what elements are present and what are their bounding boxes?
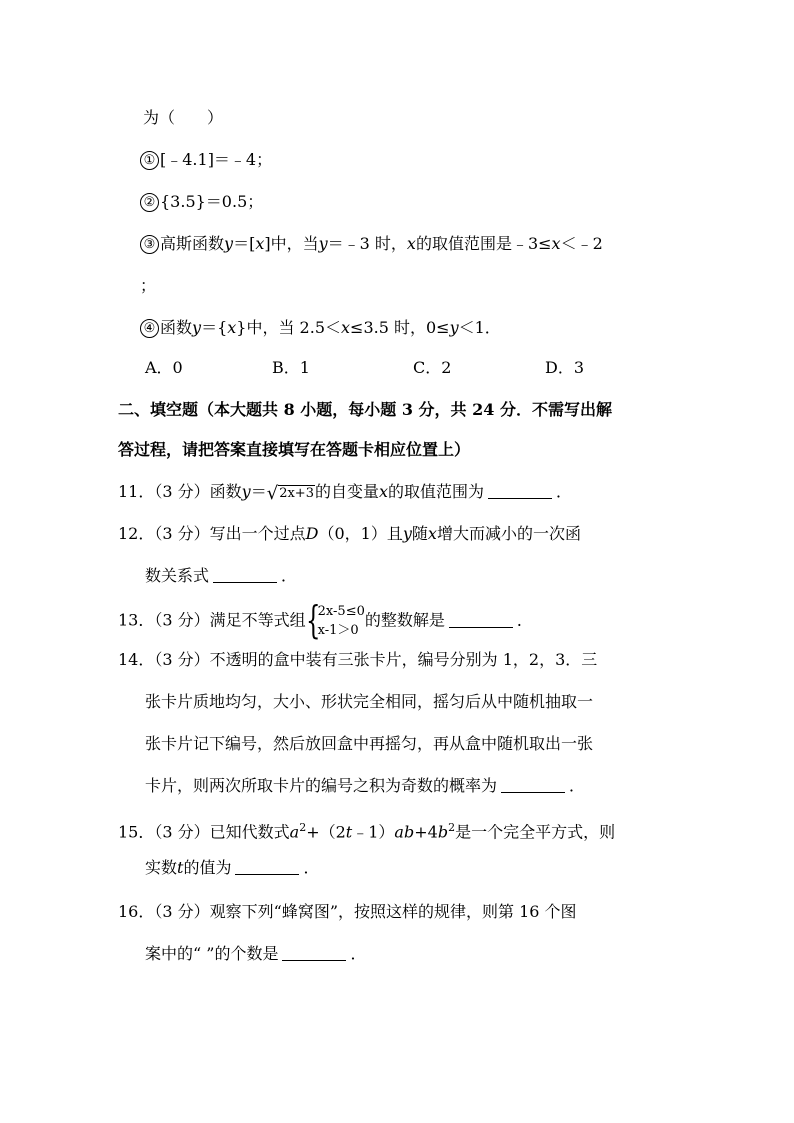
answer-blank[interactable] (501, 776, 565, 793)
question-text: （3 分）函数 (154, 482, 242, 501)
inequality-2: x-1＞0 (317, 623, 359, 638)
question-number: 11． (118, 482, 155, 501)
question-text: 卡片，则两次所取卡片的编号之积为奇数的概率为 (145, 776, 498, 795)
statement-text: ； (140, 276, 157, 295)
question-11 (118, 480, 572, 506)
prev-question-tail (143, 106, 223, 130)
math-var: x (551, 234, 561, 253)
math-var: t (345, 822, 353, 842)
option-c: C．2 (413, 358, 452, 377)
question-text: ． (556, 482, 573, 501)
answer-blank[interactable] (282, 944, 346, 961)
math-var: x (427, 524, 437, 543)
question-number: 15． (118, 822, 155, 842)
math-var: a (394, 822, 404, 842)
statement-text: {3.5}＝0.5； (160, 192, 264, 211)
statement-text: ＜﹣2 (560, 234, 603, 253)
question-text: ． (350, 944, 367, 963)
statement-text: 的取值范围是﹣3≤ (415, 234, 552, 253)
question-text: ． (516, 610, 533, 630)
prev-question-text: 为（ ） (143, 108, 224, 127)
question-14-line4 (145, 774, 585, 798)
inequality-1: 2x-5≤0 (317, 604, 365, 619)
inequality-system (305, 598, 365, 642)
option-b: B．1 (272, 358, 310, 377)
question-number: 16． (118, 902, 155, 921)
brace: { (305, 598, 321, 642)
question-text: 的自变量 (314, 482, 379, 501)
question-text: 随 (411, 524, 428, 543)
question-text: ﹣1） (352, 822, 395, 842)
statement-text: ]中，当 (264, 234, 319, 253)
statement-text: }中，当 2.5＜ (236, 318, 341, 337)
math-var: y (241, 482, 251, 501)
math-var: y (449, 318, 459, 337)
exponent: 2 (299, 821, 307, 834)
question-text: 增大而减小的一次函 (436, 524, 581, 543)
radical-sign: √ (266, 483, 279, 504)
section-heading-line2: 答过程，请把答案直接填写在答题卡相应位置上） (118, 440, 471, 459)
circled-number: ④ (140, 319, 159, 338)
question-text: ＝ (250, 482, 267, 501)
question-15 (118, 816, 615, 844)
question-text: ． (569, 776, 586, 795)
math-var: D (305, 524, 319, 543)
question-text: （3 分）满足不等式组 (154, 610, 306, 630)
question-text: （3 分）不透明的盒中装有三张卡片，编号分别为 1，2，3．三 (154, 650, 598, 669)
statement-3 (140, 232, 603, 256)
question-number: 14． (118, 650, 155, 669)
math-var: x (379, 482, 389, 501)
answer-blank[interactable] (488, 482, 552, 499)
statement-text: ＝{ (201, 318, 228, 337)
circled-number: ② (140, 193, 159, 212)
question-15-line2 (145, 856, 319, 880)
question-text: 的整数解是 (364, 610, 445, 630)
question-text: 的值为 (183, 858, 232, 877)
section-heading-line1: 二、填空题（本大题共 8 小题，每小题 3 分，共 24 分．不需写出解 (118, 400, 612, 419)
question-text: 的取值范围为 (388, 482, 485, 501)
math-var: x (227, 318, 237, 337)
radicand: 2x+3 (279, 486, 314, 501)
question-text: （3 分）写出一个过点 (154, 524, 306, 543)
question-text: ． (281, 566, 298, 585)
statement-3-wrap (140, 274, 156, 298)
statement-2 (140, 190, 263, 214)
question-14 (118, 648, 597, 672)
statement-4 (140, 316, 501, 340)
math-var: b (403, 822, 415, 842)
question-14-line3: 张卡片记下编号，然后放回盒中再摇匀，再从盒中随机取出一张 (145, 734, 594, 753)
option-a: A．0 (145, 358, 183, 377)
statement-text: ＝[ (233, 234, 256, 253)
circled-number: ③ (140, 235, 159, 254)
math-var: y (318, 234, 328, 253)
exponent: 2 (448, 821, 456, 834)
statement-1 (140, 148, 272, 172)
question-13 (118, 598, 533, 642)
math-var: a (289, 822, 300, 842)
math-var: y (402, 524, 412, 543)
question-16 (118, 900, 577, 924)
math-var: t (177, 858, 184, 877)
answer-blank[interactable] (235, 858, 299, 875)
statement-text: 函数 (160, 318, 193, 337)
math-var: y (192, 318, 202, 337)
math-var: x (255, 234, 265, 253)
question-number: 13． (118, 610, 155, 630)
math-var: x (406, 234, 416, 253)
statement-text: ＜1． (458, 318, 501, 337)
statement-text: ＝﹣3 时， (327, 234, 407, 253)
question-14-line2: 张卡片质地均匀，大小、形状完全相同，摇匀后从中随机抽取一 (145, 692, 594, 711)
math-var: x (341, 318, 351, 337)
question-text: 是一个完全平方式，则 (455, 822, 616, 842)
statement-text: ≤3.5 时，0≤ (350, 318, 450, 337)
question-text: （3 分）已知代数式 (154, 822, 290, 842)
statement-text: [﹣4.1]＝﹣4； (160, 150, 273, 169)
question-16-line2 (145, 942, 366, 966)
question-text: +（2 (306, 822, 346, 842)
question-12 (118, 522, 581, 546)
answer-blank[interactable] (213, 566, 277, 583)
square-root (267, 482, 315, 506)
question-text: 数关系式 (145, 566, 210, 585)
question-text: 案中的“ ”的个数是 (145, 944, 279, 963)
statement-text: 高斯函数 (160, 234, 225, 253)
option-d: D．3 (545, 358, 585, 377)
question-text: +4 (414, 822, 438, 842)
math-var: b (437, 822, 449, 842)
question-number: 12． (118, 524, 155, 543)
answer-blank[interactable] (449, 611, 513, 628)
question-text: ． (303, 858, 320, 877)
math-var: y (224, 234, 234, 253)
question-text: （0，1）且 (318, 524, 403, 543)
circled-number: ① (140, 151, 159, 170)
question-text: （3 分）观察下列“蜂窝图”，按照这样的规律，则第 16 个图 (154, 902, 577, 921)
question-12-line2 (145, 564, 297, 588)
question-text: 实数 (145, 858, 178, 877)
